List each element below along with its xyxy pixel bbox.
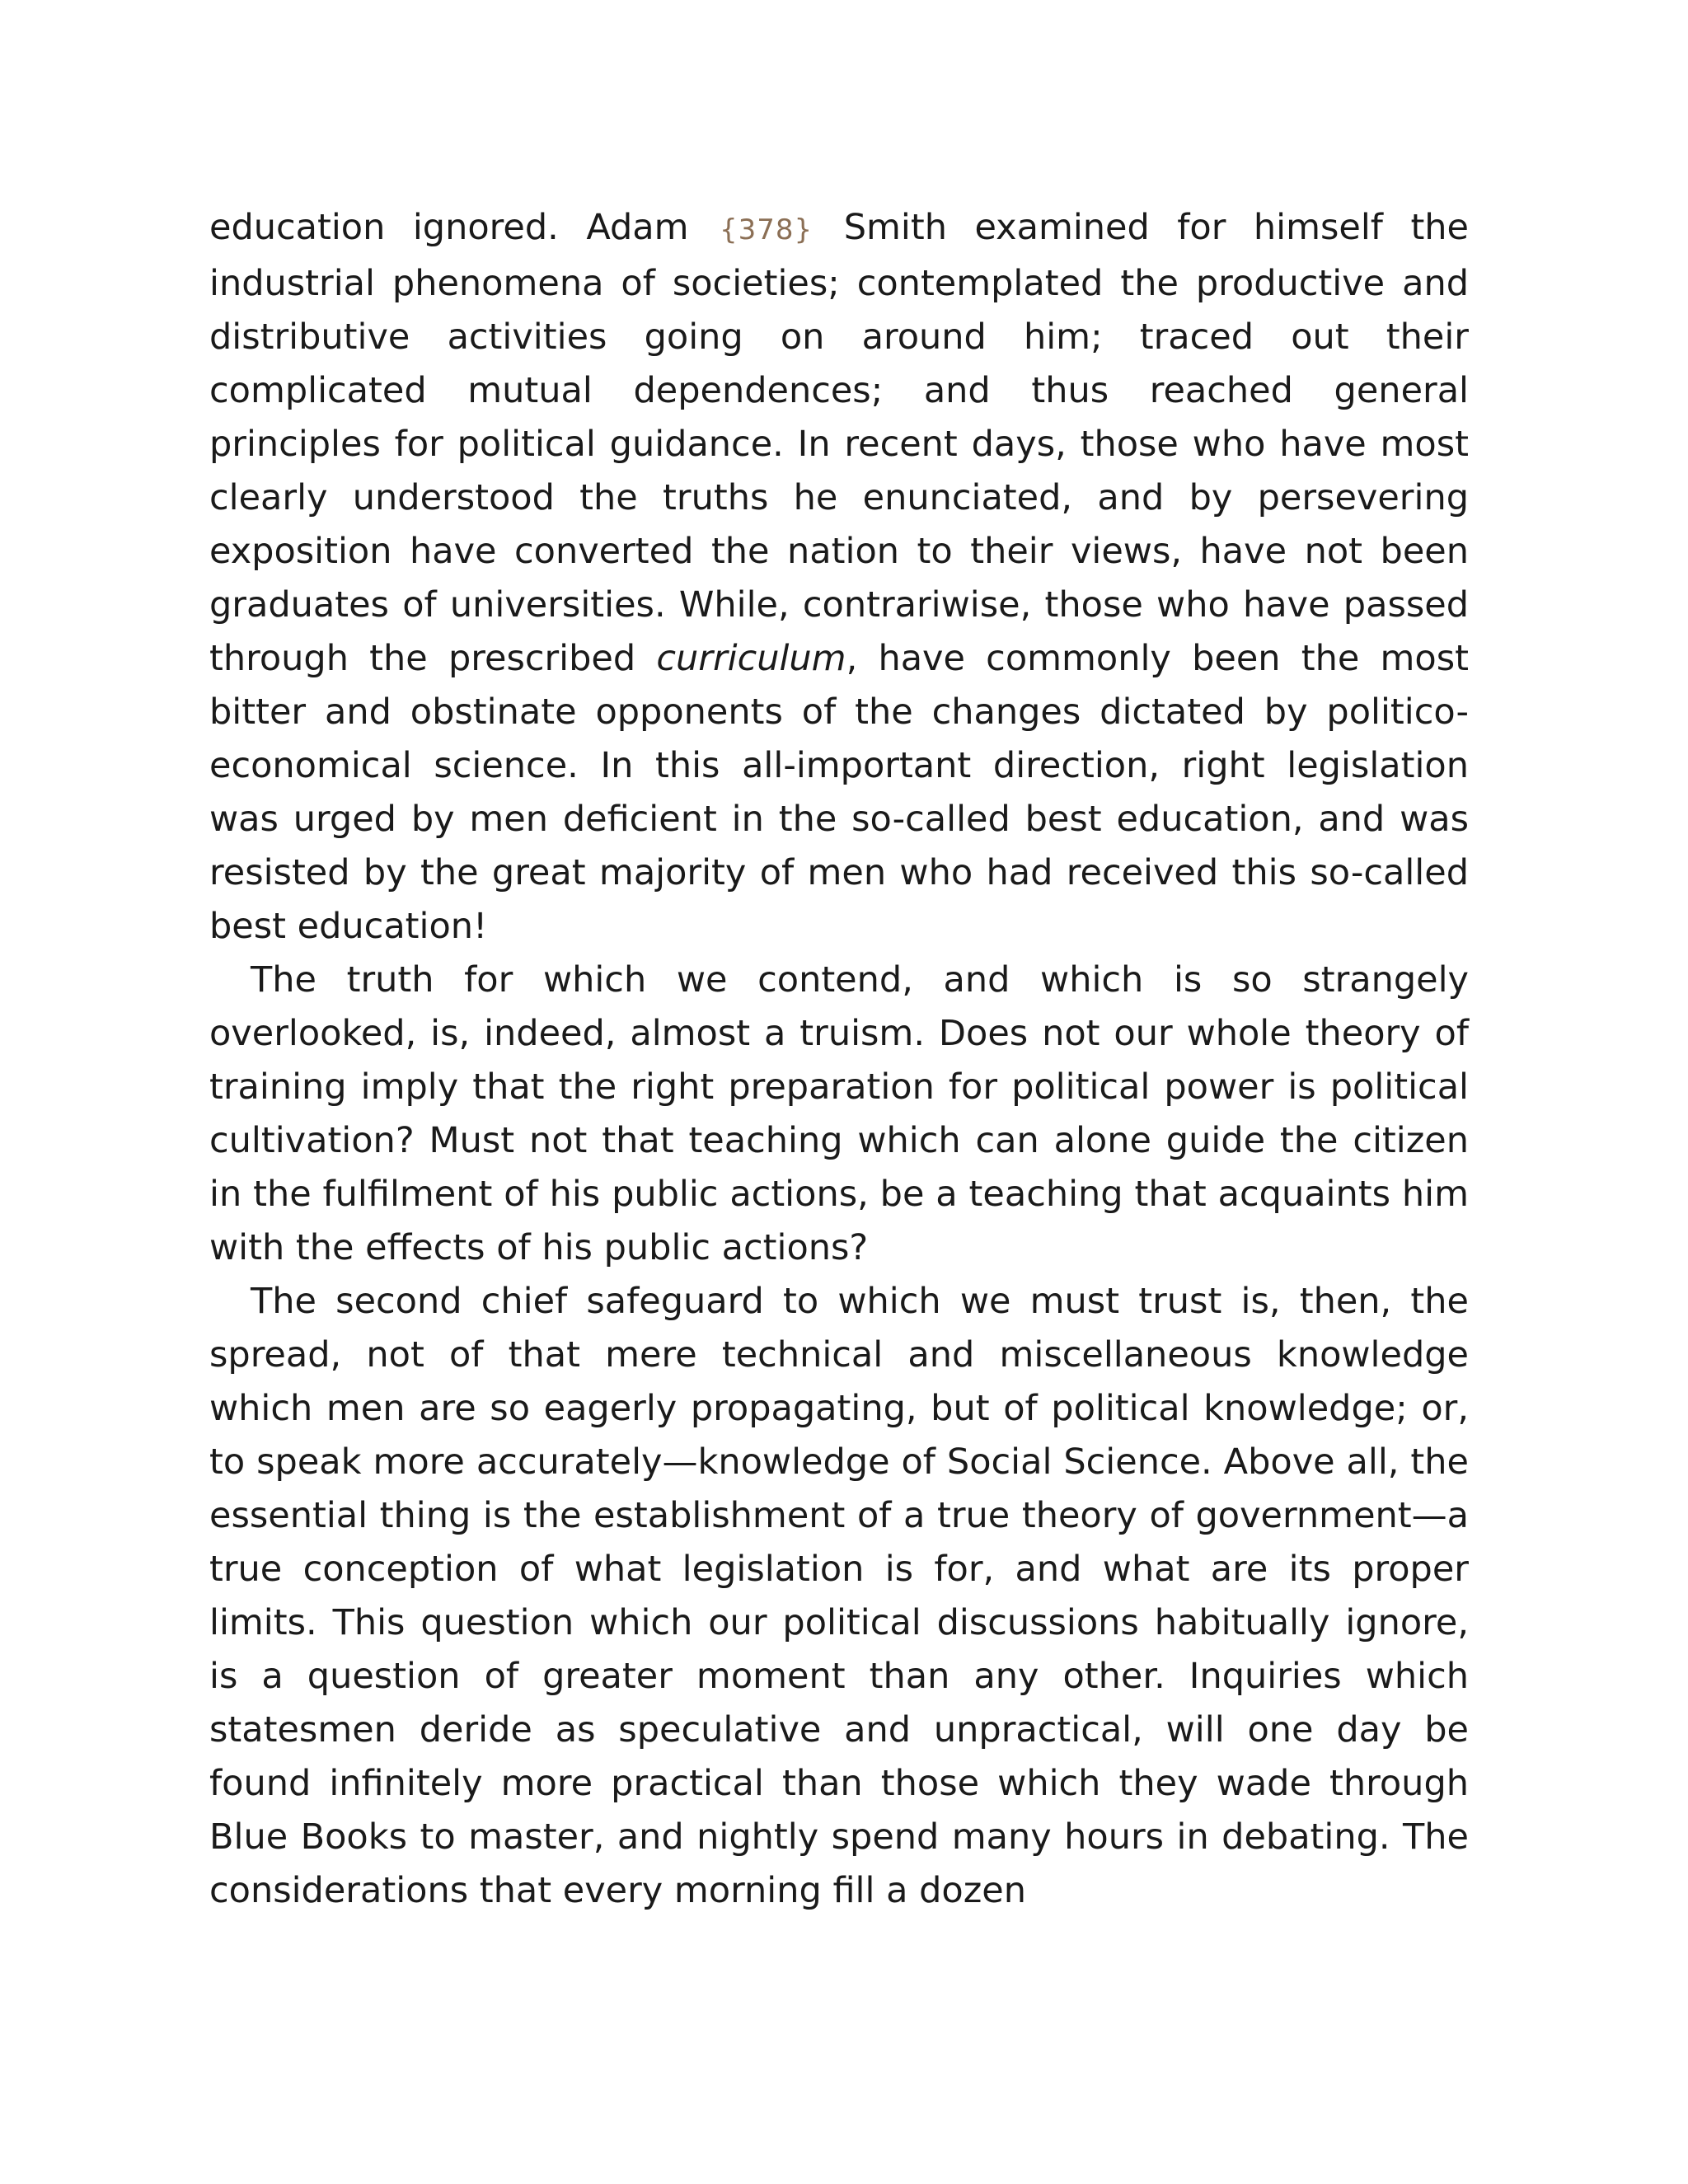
document-page [209, 201, 1469, 1918]
text-segment: Smith examined for himself the industrial phenomena of societies; contemplated the productive and distributive activities going on around him; traced out their complicated mutual dependences; and thus reached general principles for political guidance. In recent days, those who have most clearly understood the truths he enunciated, and by persevering exposition have converted the nation to their views, have not been graduates of universities. While, contrariwise, those who have passed through the prescribed [209, 207, 1470, 679]
text-segment: The truth for which we contend, and which is so strangely overlooked, is, indeed, almost a truism. Does not our whole theory of training imply that the right preparation for political power is political cultivation? Must not that teaching which can alone guide the citizen in the fulfilment of his public actions, be a teaching that acquaints him with the effects of his public actions? [209, 959, 1469, 1268]
text-segment: The second chief safeguard to which we must trust is, then, the spread, not of that mere technical and miscellaneous knowledge which men are so eagerly propagating, but of political knowledge; or, to speak more accurately—knowledge of Social Science. Above all, the essential thing is the establishment of a true theory of government—a true conception of what legislation is for, and what are its proper limits. This question which our political discussions habitually ignore, is a question of greater moment than any other. Inquiries which statesmen deride as speculative and unpractical, will one day be found infinitely more practical than those which they wade through Blue Books to master, and nightly spend many hours in debating. The considerations that every morning fill a dozen [209, 1281, 1469, 1911]
text-segment: , have commonly been the most bitter and obstinate opponents of the changes dictated by politico-economical science. In this all-important direction, right legislation was urged by men deficient in the so-called best education, and was resisted by the great majority of men who had received this so-called best education! [209, 638, 1469, 947]
paragraph-1 [209, 201, 1469, 954]
page-number-marker: {378} [720, 213, 814, 246]
paragraph-3 [209, 1275, 1469, 1918]
paragraph-2 [209, 954, 1469, 1275]
text-segment: education ignored. Adam [209, 207, 717, 248]
italic-term: curriculum [656, 638, 846, 679]
